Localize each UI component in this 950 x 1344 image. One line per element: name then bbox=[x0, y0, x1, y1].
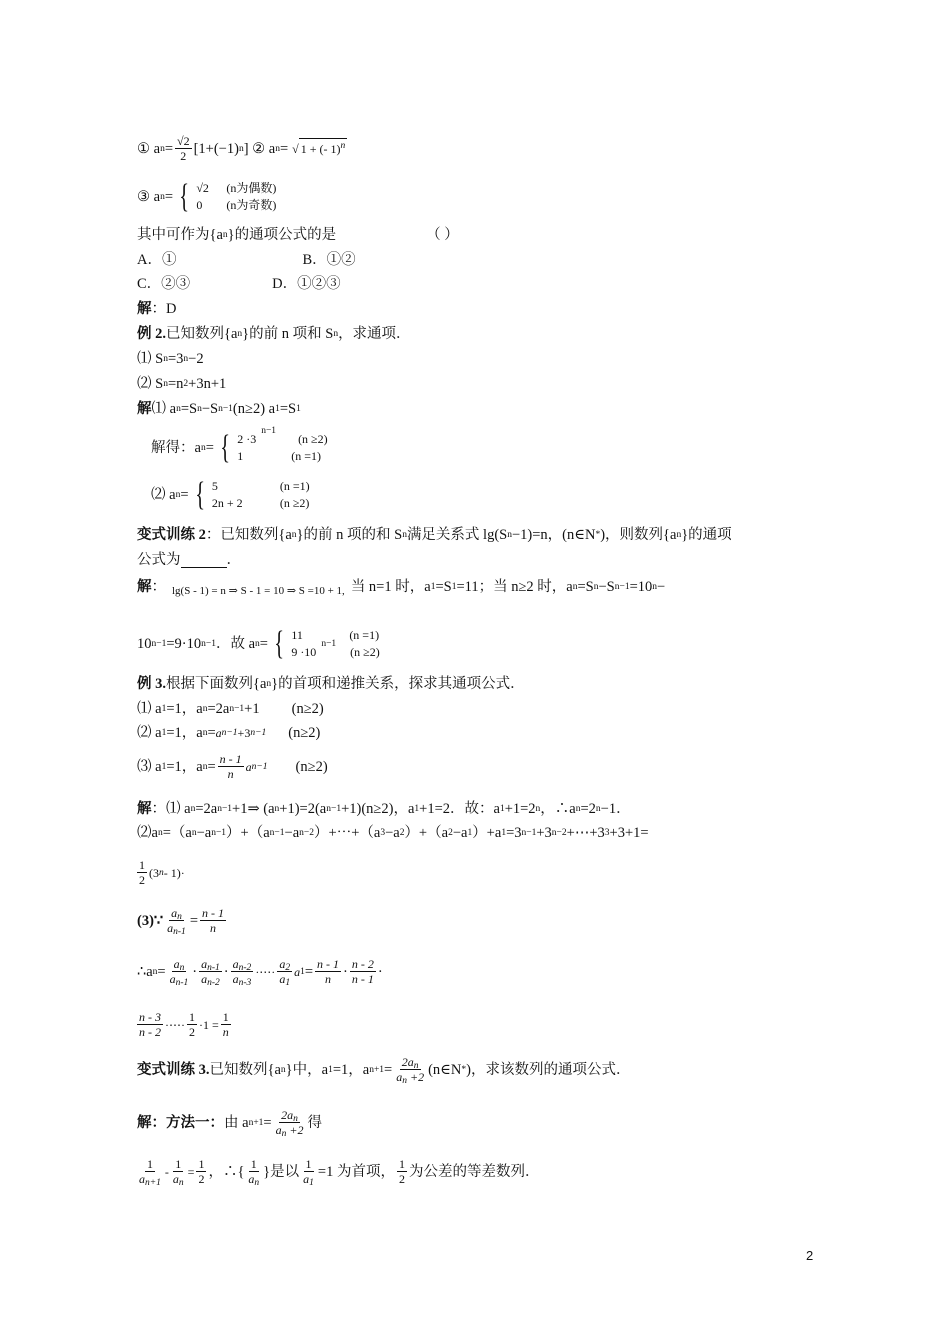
solution-2-piecewise-1: 解得：a n = { 2 ·3 n−1 (n ≥2) 1 (n =1) bbox=[151, 426, 328, 466]
solution-3-product-end: $\frac{n - 3}{n - 2}$ ·⋯· $\frac{1}{2}$ ·1 = $\frac{1}{n}$ bbox=[139, 1010, 229, 1039]
question-text: 其中可作为{a n }的通项公式的是 （ ） bbox=[137, 227, 459, 243]
example-3-part-3: ⑶ a 1 =1，a n = $\frac{n - 1}{n}$ a n−1 (n≥2) bbox=[137, 752, 328, 781]
option-formulas-1-2: ① a n = $\frac{√2}{2}$ [1+(−1) n ] ② a n = √ 1 + (- 1)$^n$ bbox=[137, 134, 346, 163]
variant-2-solution-2: 10 n−1 =9·10 n−1 ．故 a n = { 11 (n =1) 9 ·10 n−1 (n ≥2) bbox=[137, 625, 380, 662]
example-2-part-2: ⑵ S n =n 2 +3n+1 bbox=[137, 376, 227, 392]
solution-3-part-3: (3)∵ $\frac{a_n}{a_{n-1}}$ = $\frac{n - 1}{n}$ bbox=[137, 906, 224, 937]
example-3-heading: 例 3. 根据下面数列{a n }的首项和递推关系，探求其通项公式． bbox=[137, 676, 525, 692]
solution-2-line-1: 解 ⑴ a n =S n −S n−1 (n≥2) a 1 =S 1 bbox=[137, 401, 301, 417]
choices-c-d: C．②③ D．①②③ bbox=[137, 276, 341, 292]
choices-a-b: A．① B．①② bbox=[137, 252, 356, 268]
variant-3-solution-2: $\frac{1}{a_{n+1}}$ - $\frac{1}{a_n}$ = $\frac{1}{2}$ ，∴{ $\frac{1}{a_n}$ }是以 $\frac{1}{a_1}$ =1 为首项， $\frac{1}{2}$ 为公差的等差数列． bbox=[139, 1157, 540, 1188]
solution-3-product: ∴a n = $\frac{a_n}{a_{n-1}}$ · $\frac{a_{n-1}}{a_{n-2}}$ · $\frac{a_{n-2}}{a_{n-3}}$ ·⋯· $\frac{a_2}{a_1}$ a 1 = $\frac{n - 1}{n}$ · $\frac{n - 2}{n - 1}$ · bbox=[137, 957, 383, 988]
variant-2-solution-1: 解 ： lg(S - 1) = n ⇒ S - 1 = 10 ⇒ S =10 + 1, 当 n=1 时，a 1 =S 1 =11；当 n≥2 时，a n =S n −S n−1 =10 n − bbox=[137, 579, 666, 597]
solution-3-line-1: 解 ：⑴ a n =2a n−1 +1⇒ (a n +1)=2(a n−1 +1)(n≥2)，a 1 +1=2．故：a 1 +1=2 n ，∴a n =2 n −1． bbox=[137, 801, 631, 817]
example-3-part-2: ⑵ a 1 =1，a n = a n−1 +3 n−1 (n≥2) bbox=[137, 725, 321, 741]
answer-blank bbox=[181, 553, 227, 568]
solution-3-line-2: ⑵a n =（a n −a n−1 ）+（a n−1 −a n−2 ）+⋯+（a 3 −a 2 ）+（a 2 −a 1 ）+a 1 =3 n−1 +3 n−2 +⋯+3 3 +3+1= bbox=[137, 825, 649, 841]
example-2-part-1: ⑴ S n =3 n −2 bbox=[137, 351, 204, 367]
page-number: 2 bbox=[806, 1248, 814, 1263]
solution-2-piecewise-2: ⑵ a n = { 5 (n =1) 2n + 2 (n ≥2) bbox=[151, 476, 310, 513]
variant-3-solution-1: 解：方法一： 由 a n+1 = $\frac{2a_n}{a_n +2}$ 得 bbox=[137, 1108, 322, 1139]
example-3-part-1: ⑴ a 1 =1，a n =2a n−1 +1 (n≥2) bbox=[137, 701, 324, 717]
example-2-heading: 例 2. 已知数列{a n }的前 n 项和 S n ，求通项． bbox=[137, 326, 411, 342]
variant-2-line-2: 公式为 ． bbox=[137, 552, 241, 568]
variant-3-heading: 变式训练 3. 已知数列{a n }中，a 1 =1，a n+1 = $\frac{2a_n}{a_n +2}$ (n∈N * )，求该数列的通项公式． bbox=[137, 1055, 631, 1086]
variant-2-heading: 变式训练 2 ：已知数列{a n }的前 n 项的和 S n 满足关系式 lg(S n −1)=n，(n∈N * )，则数列{a n }的通项 bbox=[137, 527, 732, 543]
option-formula-3: ③ a n = { √2 (n为偶数) 0 (n为奇数) bbox=[137, 178, 277, 215]
answer-1: 解 ：D bbox=[137, 301, 177, 317]
solution-3-line-3: $\frac{1}{2}$ (3 n - 1)· bbox=[139, 858, 185, 887]
